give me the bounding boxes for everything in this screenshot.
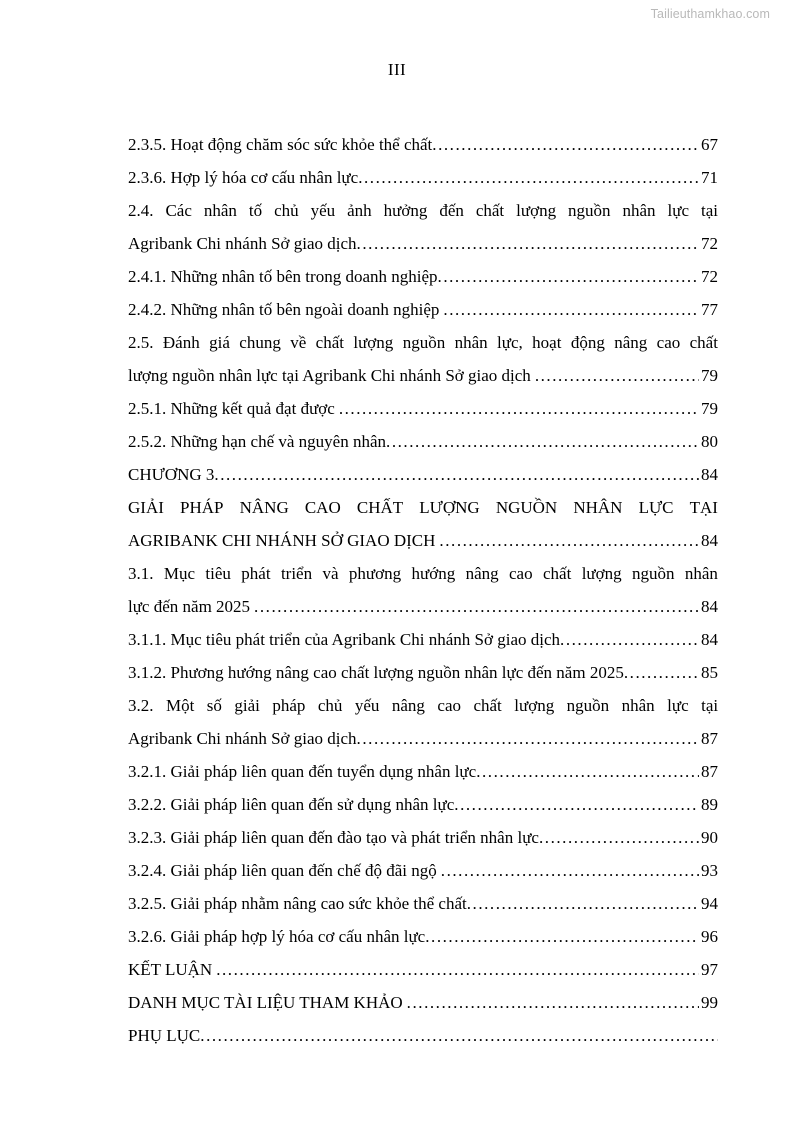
justify-space (425, 689, 437, 722)
toc-page-number: 85 (701, 663, 718, 682)
toc-entry[interactable] (128, 425, 718, 458)
toc-page-number: 79 (701, 366, 718, 385)
toc-entry-label: 3.1.2. Phương hướng nâng cao chất lượng nguồn nhân lực đến năm 2025 (128, 663, 624, 682)
toc-page-number: 90 (701, 828, 718, 847)
site-watermark: Tailieuthamkhao.com (650, 7, 770, 21)
toc-page-number: 87 (701, 729, 718, 748)
toc-page-number: 79 (701, 399, 718, 418)
toc-word: LỰC (638, 498, 674, 517)
toc-word: NGUỒN (495, 498, 558, 517)
justify-space (230, 326, 239, 359)
toc-word: đến (439, 201, 464, 220)
toc-entry[interactable] (128, 293, 718, 326)
justify-space (611, 194, 623, 227)
dot-leader (357, 227, 699, 260)
justify-space (504, 194, 516, 227)
toc-entry-label: lực đến năm 2025 (128, 597, 251, 616)
toc-page-number: 84 (701, 531, 718, 550)
toc-entry-label: 2.4.2. Những nhân tố bên ngoài doanh nghiệp (128, 300, 440, 319)
dot-leader (624, 656, 699, 689)
toc-word: chủ (274, 201, 299, 220)
justify-space (200, 326, 209, 359)
dot-leader (425, 920, 698, 953)
toc-entry-label: 3.2.6. Giải pháp hợp lý hóa cơ cấu nhân lực (128, 927, 426, 946)
toc-word: về (290, 333, 307, 352)
toc-entry[interactable] (128, 326, 718, 392)
toc-leader-row (128, 359, 718, 392)
justify-space (557, 491, 573, 524)
justify-space (372, 194, 384, 227)
toc-entry-label: PHỤ LỤC (128, 1026, 201, 1045)
toc-entry-label: 2.5.1. Những kết quả đạt được (128, 399, 335, 418)
justify-space (502, 689, 514, 722)
toc-word: phương (348, 564, 402, 583)
justify-space (499, 557, 509, 590)
toc-entry-label: KẾT LUẬN (128, 960, 213, 979)
toc-entry[interactable] (128, 788, 718, 821)
toc-word: nhân (684, 564, 718, 583)
toc-word: Các (165, 201, 192, 220)
toc-entry-line (128, 326, 718, 359)
toc-word: nâng (614, 333, 648, 352)
toc-entry-label: CHƯƠNG 3 (128, 465, 215, 484)
dot-leader (357, 722, 699, 755)
toc-page-number: 71 (701, 168, 718, 187)
justify-space (335, 194, 347, 227)
toc-entry-line (128, 194, 718, 227)
toc-word: hưởng (383, 201, 428, 220)
toc-word: Mục (163, 564, 196, 583)
toc-word: NHÂN (573, 498, 623, 517)
justify-space (192, 194, 204, 227)
toc-page-number: 84 (701, 465, 718, 484)
toc-entry[interactable] (128, 458, 718, 491)
toc-word: lượng (581, 564, 622, 583)
dot-leader (438, 260, 699, 293)
justify-space (154, 557, 164, 590)
justify-space (609, 689, 621, 722)
justify-space (455, 557, 465, 590)
toc-word: 3.1. (128, 564, 154, 583)
toc-word: tại (700, 201, 718, 220)
justify-space (237, 194, 249, 227)
justify-space (561, 326, 570, 359)
toc-page-number: 99 (701, 993, 718, 1012)
toc-page-number: 80 (701, 432, 718, 451)
toc-word: số (206, 696, 222, 715)
toc-entry[interactable] (128, 755, 718, 788)
dot-leader (454, 788, 698, 821)
justify-space (341, 491, 357, 524)
justify-space (656, 194, 668, 227)
dot-leader (386, 425, 698, 458)
dot-leader (535, 359, 699, 392)
toc-word: nhân (454, 333, 488, 352)
toc-word: Đánh (162, 333, 200, 352)
toc-entry-label: 2.3.5. Hoạt động chăm sóc sức khỏe thể chất (128, 135, 433, 154)
toc-word: và (322, 564, 339, 583)
toc-entry-label: 2.5.2. Những hạn chế và nguyên nhân (128, 432, 387, 451)
toc-entry-label: 3.2.1. Giải pháp liên quan đến tuyển dụng nhân lực (128, 762, 477, 781)
toc-word: cao (437, 696, 461, 715)
toc-word: nguồn (568, 201, 611, 220)
toc-leader-row (128, 788, 718, 821)
justify-space (195, 557, 205, 590)
toc-entry-label: Agribank Chi nhánh Sở giao dịch (128, 729, 357, 748)
toc-entry-label: 3.2.2. Giải pháp liên quan đến sử dụng nhân lực (128, 795, 455, 814)
justify-space (689, 689, 701, 722)
dot-leader (439, 524, 698, 557)
toc-word: nguồn (402, 333, 446, 352)
justify-space (675, 557, 685, 590)
dot-leader (467, 887, 699, 920)
toc-entry[interactable] (128, 689, 718, 755)
toc-word: CHẤT (356, 498, 404, 517)
justify-space (342, 689, 354, 722)
toc-entry[interactable] (128, 656, 718, 689)
justify-space (154, 689, 166, 722)
dot-leader (339, 392, 699, 425)
toc-entry[interactable] (128, 392, 718, 425)
toc-entry-line (128, 491, 718, 524)
toc-entry-label: 3.2.5. Giải pháp nhằm nâng cao sức khỏe thể chất (128, 894, 467, 913)
toc-word: NÂNG (239, 498, 289, 517)
toc-word: động (570, 333, 605, 352)
toc-word: chất (473, 696, 502, 715)
justify-space (222, 689, 234, 722)
justify-space (231, 557, 241, 590)
justify-space (289, 491, 305, 524)
dot-leader (254, 590, 698, 623)
toc-page-number: 67 (701, 135, 718, 154)
toc-entry[interactable] (128, 953, 718, 986)
toc-page-number: 77 (701, 300, 718, 319)
toc-leader-row (128, 755, 718, 788)
toc-word: Một (165, 696, 195, 715)
toc-word: lượng (353, 333, 394, 352)
toc-entry[interactable] (128, 887, 718, 920)
toc-word: hoạt (532, 333, 562, 352)
justify-space (622, 491, 638, 524)
toc-page-number: 72 (701, 234, 718, 253)
toc-leader-row (128, 953, 718, 986)
toc-word: cao (656, 333, 681, 352)
justify-space (480, 491, 496, 524)
toc-entry-line (128, 557, 718, 590)
toc-leader-row (128, 392, 718, 425)
toc-entry[interactable] (128, 260, 718, 293)
toc-leader-row (128, 623, 718, 656)
toc-entry-label: DANH MỤC TÀI LIỆU THAM KHẢO (128, 993, 403, 1012)
justify-space (673, 491, 689, 524)
toc-leader-row (128, 986, 718, 1019)
toc-word: chủ (317, 696, 343, 715)
toc-entry-label: 3.2.4. Giải pháp liên quan đến chế độ đãi ngộ (128, 861, 437, 880)
toc-word: nâng (465, 564, 499, 583)
toc-leader-row (128, 1019, 718, 1052)
justify-space (299, 194, 311, 227)
toc-word: chất (315, 333, 344, 352)
justify-space (647, 326, 656, 359)
toc-word: ảnh (347, 201, 372, 220)
toc-word: TẠI (689, 498, 718, 517)
justify-space (262, 194, 274, 227)
toc-word: chất (475, 201, 505, 220)
toc-page-number: 94 (701, 894, 718, 913)
justify-space (401, 557, 411, 590)
toc-word: cao (509, 564, 533, 583)
toc-page-number: 84 (701, 597, 718, 616)
toc-leader-row (128, 227, 718, 260)
toc-entry[interactable] (128, 821, 718, 854)
toc-page-number: 87 (701, 762, 718, 781)
toc-leader-row (128, 821, 718, 854)
justify-space (605, 326, 614, 359)
toc-word: lực, (497, 333, 523, 352)
justify-space (464, 194, 476, 227)
justify-space (461, 689, 473, 722)
page-number-folio: III (387, 60, 407, 79)
toc-page-number: 72 (701, 267, 718, 286)
justify-space (194, 689, 206, 722)
toc-word: GIẢI (128, 498, 164, 517)
justify-space (680, 326, 689, 359)
toc-entry[interactable] (128, 491, 718, 557)
justify-space (393, 326, 402, 359)
dot-leader (539, 821, 699, 854)
justify-space (445, 326, 454, 359)
toc-entry[interactable] (128, 128, 718, 161)
toc-entry-label: lượng nguồn nhân lực tại Agribank Chi nhánh Sở giao dịch (128, 366, 531, 385)
toc-word: 2.4. (128, 201, 154, 220)
toc-word: tiêu (205, 564, 231, 583)
toc-word: PHÁP (180, 498, 224, 517)
toc-entry-label: 3.1.1. Mục tiêu phát triển của Agribank Chi nhánh Sở giao dịch (128, 630, 561, 649)
justify-space (488, 326, 497, 359)
toc-leader-row (128, 161, 718, 194)
dot-leader (216, 953, 698, 986)
toc-word: nguồn (632, 564, 675, 583)
justify-space (154, 326, 163, 359)
toc-word: CAO (304, 498, 341, 517)
toc-entry[interactable] (128, 194, 718, 260)
toc-word: chung (239, 333, 281, 352)
toc-entry[interactable] (128, 623, 718, 656)
dot-leader (560, 623, 698, 656)
justify-space (427, 194, 439, 227)
dot-leader (358, 161, 698, 194)
justify-space (312, 557, 322, 590)
toc-page-number: 96 (701, 927, 718, 946)
table-of-contents (128, 128, 718, 1052)
toc-word: lực (667, 201, 690, 220)
toc-entry-label: 2.4.1. Những nhân tố bên trong doanh nghiệp (128, 267, 438, 286)
dot-leader (476, 755, 698, 788)
justify-space (223, 491, 239, 524)
dot-leader (200, 1019, 718, 1052)
dot-leader (441, 854, 699, 887)
toc-page-number: 93 (701, 861, 718, 880)
toc-entry[interactable] (128, 854, 718, 887)
toc-word: giải (234, 696, 260, 715)
toc-entry[interactable] (128, 557, 718, 623)
toc-word: nhân (622, 201, 656, 220)
justify-space (689, 194, 701, 227)
toc-entry-label: AGRIBANK CHI NHÁNH SỞ GIAO DỊCH (128, 531, 436, 550)
toc-entry-label: Agribank Chi nhánh Sở giao dịch (128, 234, 357, 253)
toc-word: phát (241, 564, 271, 583)
justify-space (554, 689, 566, 722)
toc-leader-row (128, 887, 718, 920)
dot-leader (432, 128, 698, 161)
toc-word: triển (280, 564, 313, 583)
justify-space (533, 557, 543, 590)
toc-word: yếu (310, 201, 336, 220)
toc-entry[interactable] (128, 1019, 718, 1052)
justify-space (271, 557, 281, 590)
toc-entry[interactable] (128, 986, 718, 1019)
toc-word: 2.5. (128, 333, 154, 352)
justify-space (379, 689, 391, 722)
toc-word: chất (689, 333, 718, 352)
toc-word: tố (248, 201, 263, 220)
toc-leader-row (128, 854, 718, 887)
justify-space (571, 557, 581, 590)
toc-word: nhân (203, 201, 237, 220)
justify-space (339, 557, 349, 590)
justify-space (655, 689, 667, 722)
toc-leader-row (128, 590, 718, 623)
dot-leader (443, 293, 698, 326)
justify-space (154, 194, 166, 227)
justify-space (403, 491, 419, 524)
toc-page-number: 97 (701, 960, 718, 979)
toc-word: LƯỢNG (419, 498, 480, 517)
toc-word: hướng (411, 564, 456, 583)
toc-word: lượng (514, 696, 555, 715)
justify-space (523, 326, 532, 359)
dot-leader (214, 458, 698, 491)
justify-space (622, 557, 632, 590)
toc-entry-label: 3.2.3. Giải pháp liên quan đến đào tạo và phát triển nhân lực (128, 828, 539, 847)
toc-word: giá (209, 333, 230, 352)
toc-leader-row (128, 458, 718, 491)
toc-word: nhân (621, 696, 655, 715)
toc-entry-label: 2.3.6. Hợp lý hóa cơ cấu nhân lực (128, 168, 359, 187)
toc-word: lực (667, 696, 689, 715)
justify-space (305, 689, 317, 722)
toc-leader-row (128, 128, 718, 161)
toc-leader-row (128, 260, 718, 293)
toc-word: lượng (516, 201, 557, 220)
justify-space (344, 326, 353, 359)
toc-leader-row (128, 920, 718, 953)
toc-leader-row (128, 656, 718, 689)
justify-space (164, 491, 180, 524)
toc-word: yếu (354, 696, 380, 715)
toc-word: tại (701, 696, 719, 715)
toc-leader-row (128, 425, 718, 458)
toc-entry-line (128, 689, 718, 722)
toc-leader-row (128, 524, 718, 557)
toc-word: nguồn (566, 696, 610, 715)
dot-leader (407, 986, 699, 1019)
toc-word: 3.2. (128, 696, 154, 715)
justify-space (306, 326, 315, 359)
toc-word: nâng (391, 696, 425, 715)
toc-word: chất (542, 564, 572, 583)
justify-space (556, 194, 568, 227)
toc-leader-row (128, 722, 718, 755)
justify-space (281, 326, 290, 359)
toc-page-number: 89 (701, 795, 718, 814)
justify-space (260, 689, 272, 722)
toc-page-number: 84 (701, 630, 718, 649)
toc-entry[interactable] (128, 920, 718, 953)
toc-entry[interactable] (128, 161, 718, 194)
toc-leader-row (128, 293, 718, 326)
toc-word: pháp (272, 696, 306, 715)
